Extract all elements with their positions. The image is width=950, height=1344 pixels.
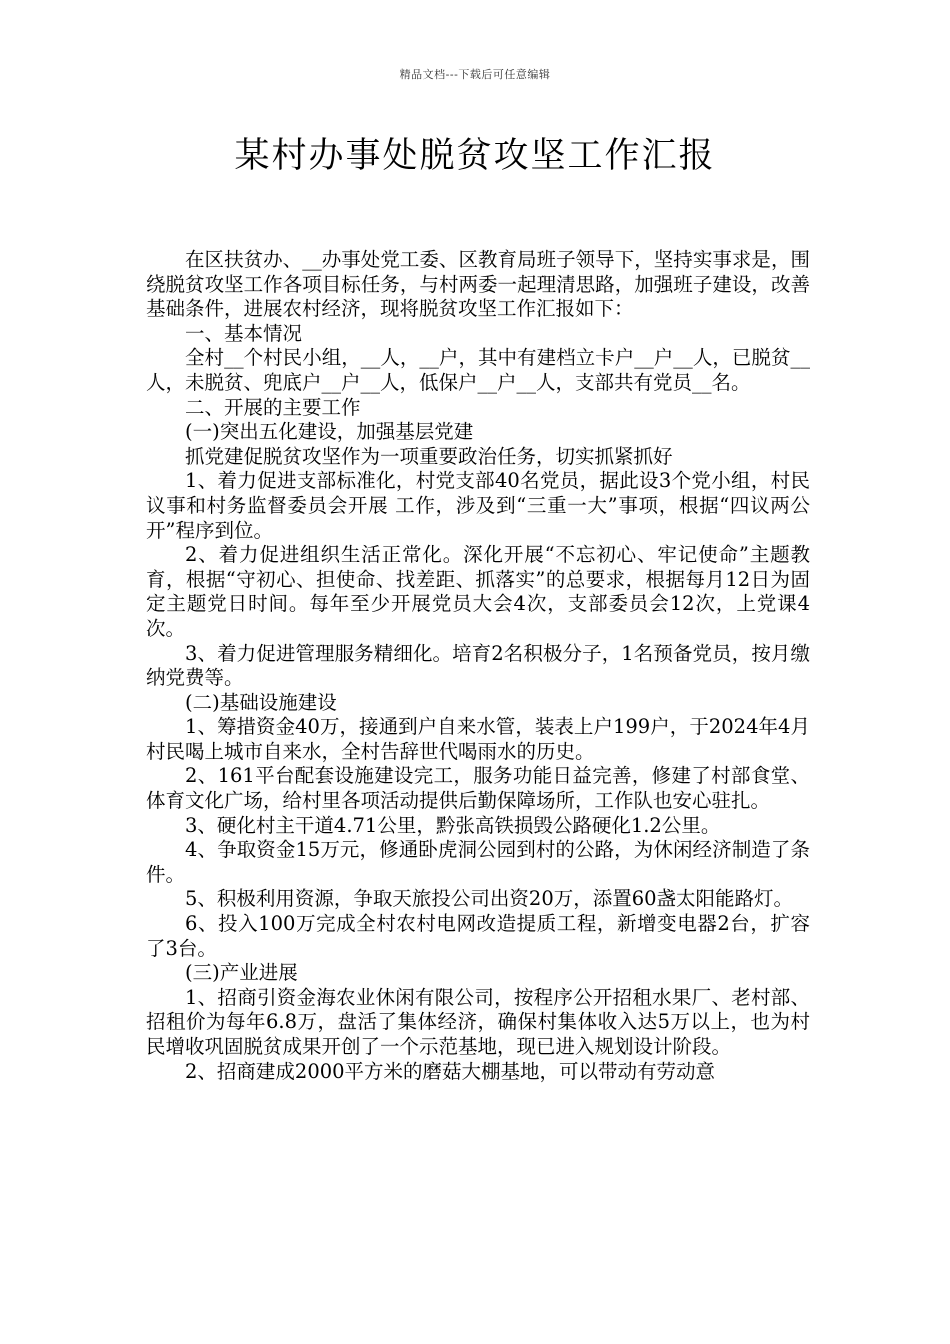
list-item: 1、着力促进支部标准化，村党支部40名党员，据此设3个党小组，村民议事和村务监督委员会开展 工作，涉及到“三重一大”事项，根据“四议两公开”程序到位。 — [146, 469, 810, 542]
header-note: 精品文档---下载后可任意编辑 — [399, 68, 551, 81]
list-item: 5、积极利用资源，争取天旅投公司出资20万，添置60盏太阳能路灯。 — [185, 887, 794, 911]
list-item: 4、争取资金15万元，修通卧虎洞公园到村的公路，为休闲经济制造了条件。 — [146, 838, 810, 886]
paragraph-party-task: 抓党建促脱贫攻坚作为一项重要政治任务，切实抓紧抓好 — [185, 444, 673, 468]
paragraph-village-stats: 全村__个村民小组，__人，__户，其中有建档立卡户__户__人，已脱贫__人，未脱贫、兜底户__户__人，低保户__户__人，支部共有党员__名。 — [146, 346, 810, 394]
document-body — [146, 248, 810, 1084]
list-item: 1、筹措资金40万，接通到户自来水管，装表上户199户，于2024年4月村民喝上城市自来水，全村告辞世代喝雨水的历史。 — [146, 715, 810, 763]
list-item: 2、着力促进组织生活正常化。深化开展“不忘初心、牢记使命”主题教育，根据“守初心、担使命、找差距、抓落实”的总要求，根据每月12日为固定主题党日时间。每年至少开展党员大会4次，支部委员会12次，上党课4次。 — [146, 543, 810, 640]
list-item: 2、161平台配套设施建设完工，服务功能日益完善，修建了村部食堂、体育文化广场，给村里各项活动提供后勤保障场所，工作队也安心驻扎。 — [146, 764, 810, 813]
subheading-industry: (三)产业进展 — [185, 961, 298, 985]
subheading-infrastructure: (二)基础设施建设 — [185, 690, 337, 714]
document-title: 某村办事处脱贫攻坚工作汇报 — [234, 136, 716, 176]
list-item: 3、硬化村主干道4.71公里，黔张高铁损毁公路硬化1.2公里。 — [185, 813, 721, 837]
list-item: 3、着力促进管理服务精细化。培育2名积极分子，1名预备党员，按月缴纳党费等。 — [146, 641, 810, 690]
list-item: 2、招商建成2000平方米的磨菇大棚基地，可以带动有劳动意 — [185, 1059, 716, 1083]
heading-main-work: 二、开展的主要工作 — [185, 395, 361, 419]
list-item: 6、投入100万完成全村农村电网改造提质工程，新增变电器2台，扩容了3台。 — [146, 912, 810, 960]
list-item: 1、招商引资金海农业休闲有限公司，按程序公开招租水果厂、老村部、招租价为每年6.8万，盘活了集体经济，确保村集体收入达5万以上，也为村民增收巩固脱贫成果开创了一个示范基地，现已进入规划设计阶段。 — [146, 985, 810, 1058]
heading-basic-situation: 一、基本情况 — [185, 321, 303, 345]
subheading-party-building: (一)突出五化建设，加强基层党建 — [185, 420, 474, 444]
paragraph-intro: 在区扶贫办、__办事处党工委、区教育局班子领导下，坚持实事求是，围绕脱贫攻坚工作各项目标任务，与村两委一起理清思路，加强班子建设，改善基础条件，进展农村经济，现将脱贫攻坚工作汇报如下： — [146, 248, 810, 321]
